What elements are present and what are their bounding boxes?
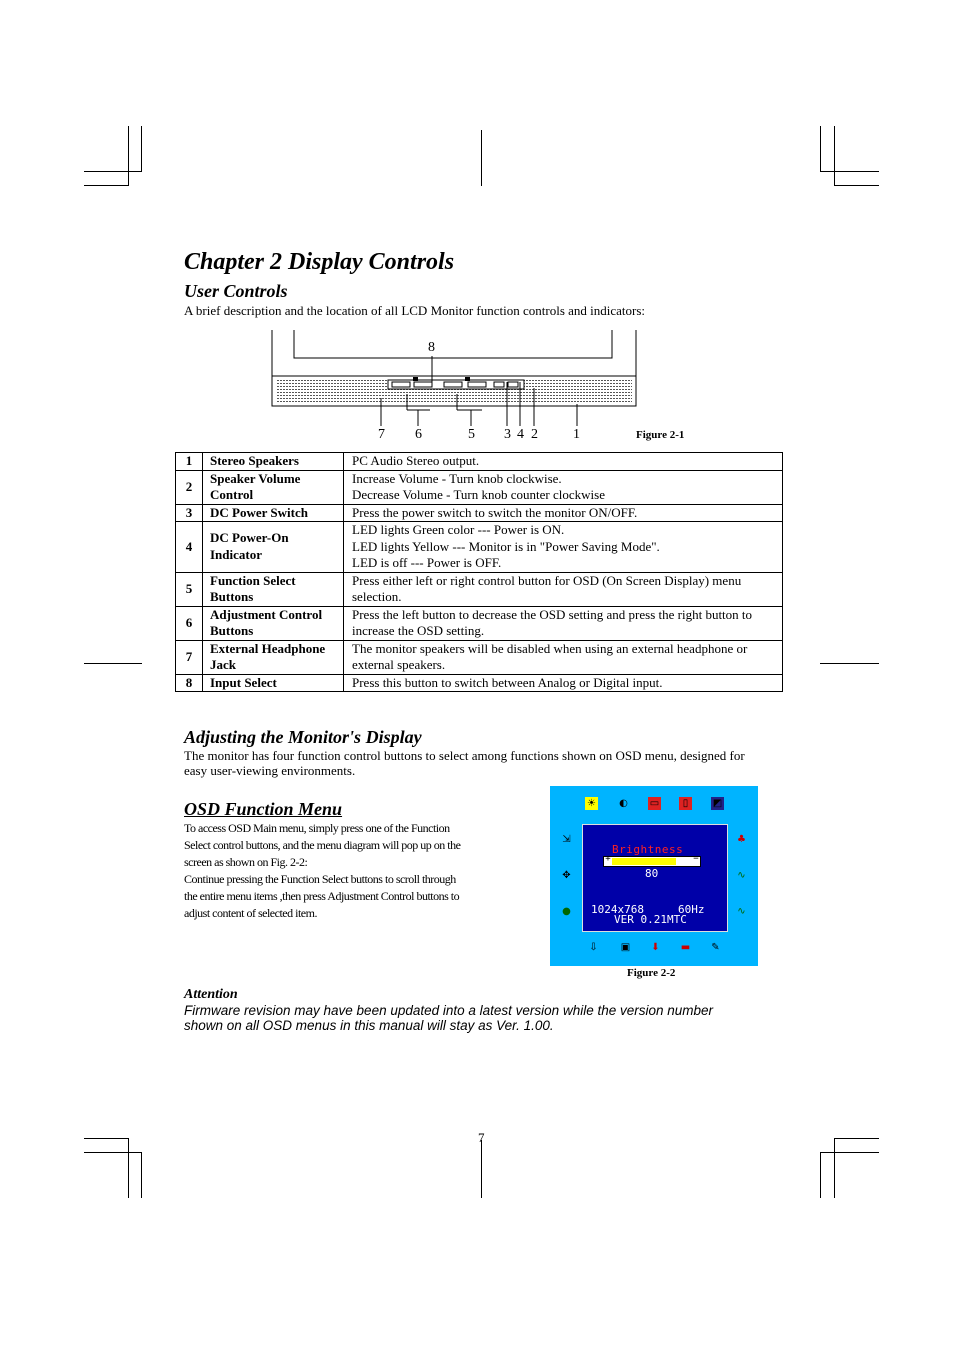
table-row <box>176 504 783 522</box>
control-name: Input Select <box>203 674 344 692</box>
control-description-line: Press the power switch to switch the monitor ON/OFF. <box>352 504 638 520</box>
h-position-icon: ▭ <box>649 798 660 809</box>
osd-level-bar-fill <box>612 858 676 865</box>
control-name: Stereo Speakers <box>203 453 344 471</box>
crop-mark <box>84 171 142 172</box>
control-description-line: LED lights Yellow --- Monitor is in "Power Saving Mode". <box>352 538 660 554</box>
crop-mark <box>481 1140 482 1198</box>
crop-mark <box>84 663 142 664</box>
attention-line: shown on all OSD menus in this manual will stay as Ver. 1.00. <box>184 1018 554 1033</box>
crop-mark <box>84 1138 129 1139</box>
figure1-label-5: 5 <box>468 427 475 442</box>
control-description-line: The monitor speakers will be disabled when using an external headphone or external speakers. <box>352 640 748 672</box>
osd-item-value: 80 <box>645 867 659 880</box>
osd-refresh: 60Hz <box>678 903 705 916</box>
language-icon: ● <box>562 906 571 917</box>
osd-time-icon: ▬ <box>680 942 691 953</box>
osd-level-bar <box>603 856 701 867</box>
table-row <box>176 522 783 573</box>
attention-heading: Attention <box>184 987 238 1002</box>
crop-mark <box>84 1152 142 1153</box>
recall-icon: ⇩ <box>589 942 598 953</box>
osd-settings-icon: ▣ <box>620 942 631 953</box>
brightness-icon: ☀ <box>585 797 598 810</box>
control-description-line: LED is off --- Power is OFF. <box>352 555 502 570</box>
control-number: 5 <box>176 572 203 606</box>
control-name: Speaker Volume Control <box>203 470 344 504</box>
monitor-bezel-figure <box>268 326 648 446</box>
adjusting-body: The monitor has four function control buttons to select among functions shown on OSD menu, designed for easy user-viewing environments. <box>184 748 745 778</box>
plus-icon: + <box>605 854 611 864</box>
crop-mark <box>820 126 821 172</box>
osd-body-line: the entire menu items ,then press Adjustment Control buttons to <box>184 889 460 903</box>
crop-mark <box>820 663 879 664</box>
page-number: 7 <box>478 1130 485 1145</box>
crop-mark <box>128 126 129 186</box>
control-number: 7 <box>176 640 203 674</box>
control-description-line: Press this button to switch between Analog or Digital input. <box>352 674 663 690</box>
osd-item-label: Brightness <box>612 843 684 856</box>
crop-mark <box>834 126 835 186</box>
phase-icon: ∿ <box>737 906 746 917</box>
control-description <box>344 606 783 640</box>
crop-mark <box>834 1138 835 1198</box>
figure1-label-3: 3 <box>504 427 511 442</box>
osd-menu-body <box>184 820 524 922</box>
table-row <box>176 640 783 674</box>
figure1-label-6: 6 <box>415 427 422 442</box>
control-name: External Headphone Jack <box>203 640 344 674</box>
osd-body-line: Select control buttons, and the menu diagram will pop up on the <box>184 838 461 852</box>
control-description <box>344 470 783 504</box>
minus-icon: − <box>693 854 699 864</box>
crop-mark <box>820 1152 821 1198</box>
exit-icon: ✎ <box>711 942 720 953</box>
figure1-label-1: 1 <box>573 427 580 442</box>
figure1-label-4: 4 <box>517 427 524 442</box>
table-row <box>176 453 783 471</box>
section-heading-osd-menu: OSD Function Menu <box>184 799 343 819</box>
chapter-title: Chapter 2 Display Controls <box>184 249 455 275</box>
table-row <box>176 606 783 640</box>
crop-mark <box>84 185 129 186</box>
control-name: DC Power Switch <box>203 504 344 522</box>
crop-mark <box>834 185 879 186</box>
table-row <box>176 470 783 504</box>
osd-version: VER 0.21MTC <box>614 913 687 926</box>
control-description <box>344 504 783 522</box>
control-description <box>344 522 783 573</box>
osd-body-line: adjust content of selected item. <box>184 906 317 920</box>
color-icon: ♣ <box>737 834 746 845</box>
control-description <box>344 572 783 606</box>
figure1-label-2: 2 <box>531 427 538 442</box>
control-description-line: LED lights Green color --- Power is ON. <box>352 522 565 537</box>
control-description-line: Increase Volume - Turn knob clockwise. <box>352 470 562 486</box>
down-icon: ⬇ <box>651 942 660 953</box>
figure1-label-8: 8 <box>428 340 435 355</box>
control-number: 1 <box>176 453 203 471</box>
controls-table <box>175 452 783 692</box>
user-controls-intro: A brief description and the location of all LCD Monitor function controls and indicators: <box>184 303 646 318</box>
section-heading-adjusting: Adjusting the Monitor's Display <box>184 727 422 747</box>
table-row <box>176 674 783 692</box>
crop-mark <box>128 1138 129 1198</box>
control-description <box>344 674 783 692</box>
section-heading-user-controls: User Controls <box>184 281 288 301</box>
control-description <box>344 453 783 471</box>
osd-resolution: 1024x768 <box>591 903 644 916</box>
control-number: 4 <box>176 522 203 573</box>
control-description-line: Press either left or right control button for OSD (On Screen Display) menu selection. <box>352 572 742 604</box>
attention-line: Firmware revision may have been updated into a latest version while the version number <box>184 1003 714 1018</box>
control-number: 2 <box>176 470 203 504</box>
input-icon: ⇲ <box>562 834 571 845</box>
contrast-icon: ◐ <box>619 798 628 809</box>
table-row <box>176 572 783 606</box>
control-description-line: PC Audio Stereo output. <box>352 453 480 468</box>
control-description-line: Press the left button to decrease the OSD setting and press the right button to increase the OSD setting. <box>352 606 753 638</box>
figure1-label-7: 7 <box>378 427 385 442</box>
control-name: Adjustment Control Buttons <box>203 606 344 640</box>
control-number: 3 <box>176 504 203 522</box>
figure1-caption: Figure 2-1 <box>636 429 685 441</box>
osd-body-line: Continue pressing the Function Select buttons to scroll through <box>184 872 456 886</box>
control-description <box>344 640 783 674</box>
osd-body-line: To access OSD Main menu, simply press one of the Function <box>184 821 450 835</box>
osd-body-line: screen as shown on Fig. 2-2: <box>184 855 308 869</box>
crop-mark <box>141 1152 142 1198</box>
crop-mark <box>820 171 879 172</box>
size-icon: ◩ <box>712 798 723 809</box>
control-description-line: Decrease Volume - Turn knob counter clockwise <box>352 487 605 502</box>
position-icon: ✥ <box>562 870 571 881</box>
v-position-icon: ▯ <box>679 797 692 810</box>
figure2-caption: Figure 2-2 <box>627 967 676 979</box>
crop-mark <box>820 1152 879 1153</box>
crop-mark <box>834 1138 879 1139</box>
control-number: 8 <box>176 674 203 692</box>
clock-icon: ∿ <box>737 870 746 881</box>
control-number: 6 <box>176 606 203 640</box>
control-name: DC Power-On Indicator <box>203 522 344 573</box>
control-name: Function Select Buttons <box>203 572 344 606</box>
crop-mark <box>481 130 482 186</box>
crop-mark <box>141 126 142 172</box>
